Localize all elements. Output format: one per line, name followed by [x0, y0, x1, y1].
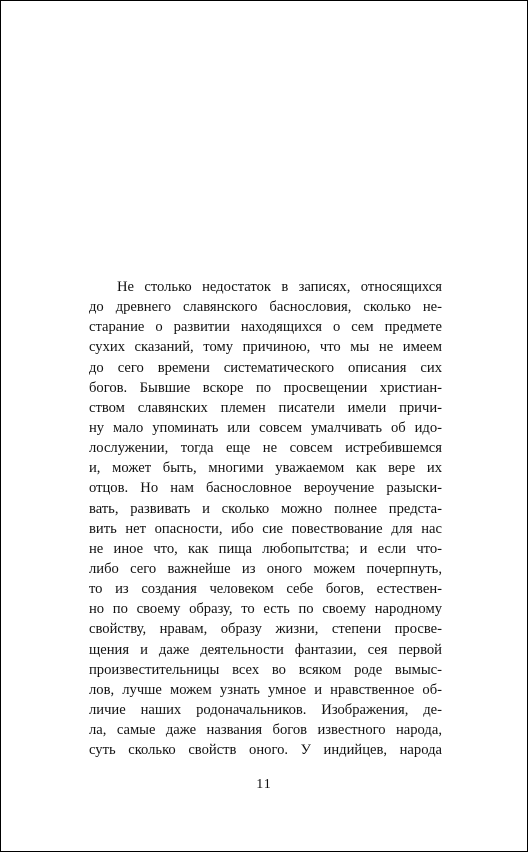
text-line: но по своему образу, то есть по своему народному	[89, 601, 442, 618]
text-line: до древнего славянского баснословия, сколько не-	[89, 299, 442, 316]
text-line: лов, лучше можем узнать умное и нравственное об-	[89, 681, 442, 698]
text-line: либо сего важнейше из оного можем почерпнуть,	[89, 560, 442, 577]
text-line: то из создания человеком себе богов, естествен-	[89, 581, 442, 598]
text-line: сухих сказаний, тому причиною, что мы не имеем	[89, 339, 442, 356]
text-line: Не столько недостаток в записях, относящихся	[117, 279, 442, 295]
text-line: до сего времени систематического описания сих	[89, 359, 442, 376]
text-line: вить нет опасности, ибо сие повествование для нас	[89, 520, 442, 537]
body-paragraph	[89, 277, 442, 760]
text-line: отцов. Но нам баснословное вероучение разыски-	[89, 480, 442, 497]
text-line: произвестительницы всех во всяком роде вымыс-	[89, 661, 442, 678]
text-line: ством славянских племен писатели имели причи-	[89, 399, 442, 416]
text-line: свойству, нравам, образу жизни, степени просве-	[89, 621, 442, 638]
text-line: щения и даже деятельности фантазии, сея первой	[89, 641, 442, 658]
text-line: не иное что, как пища любопытства; и если что-	[89, 540, 442, 557]
text-line: и, может быть, многими уважаемом как вере их	[89, 460, 442, 477]
text-line: богов. Бывшие вскоре по просвещении христиан-	[89, 379, 442, 396]
text-line: личие наших родоначальников. Изображения, де-	[89, 701, 442, 718]
text-line: ну мало упоминать или совсем умалчивать об идо-	[89, 419, 442, 436]
text-line: лослужении, тогда еще не совсем истребившемся	[89, 440, 442, 457]
text-line: ла, самые даже названия богов известного народа,	[89, 722, 442, 739]
text-line: вать, развивать и сколько можно полнее предста-	[89, 500, 442, 517]
page-number: 11	[256, 777, 272, 792]
text-line: суть сколько свойств оного. У индийцев, народа	[89, 742, 442, 759]
text-line: старание о развитии находящихся о сем предмете	[89, 319, 442, 336]
